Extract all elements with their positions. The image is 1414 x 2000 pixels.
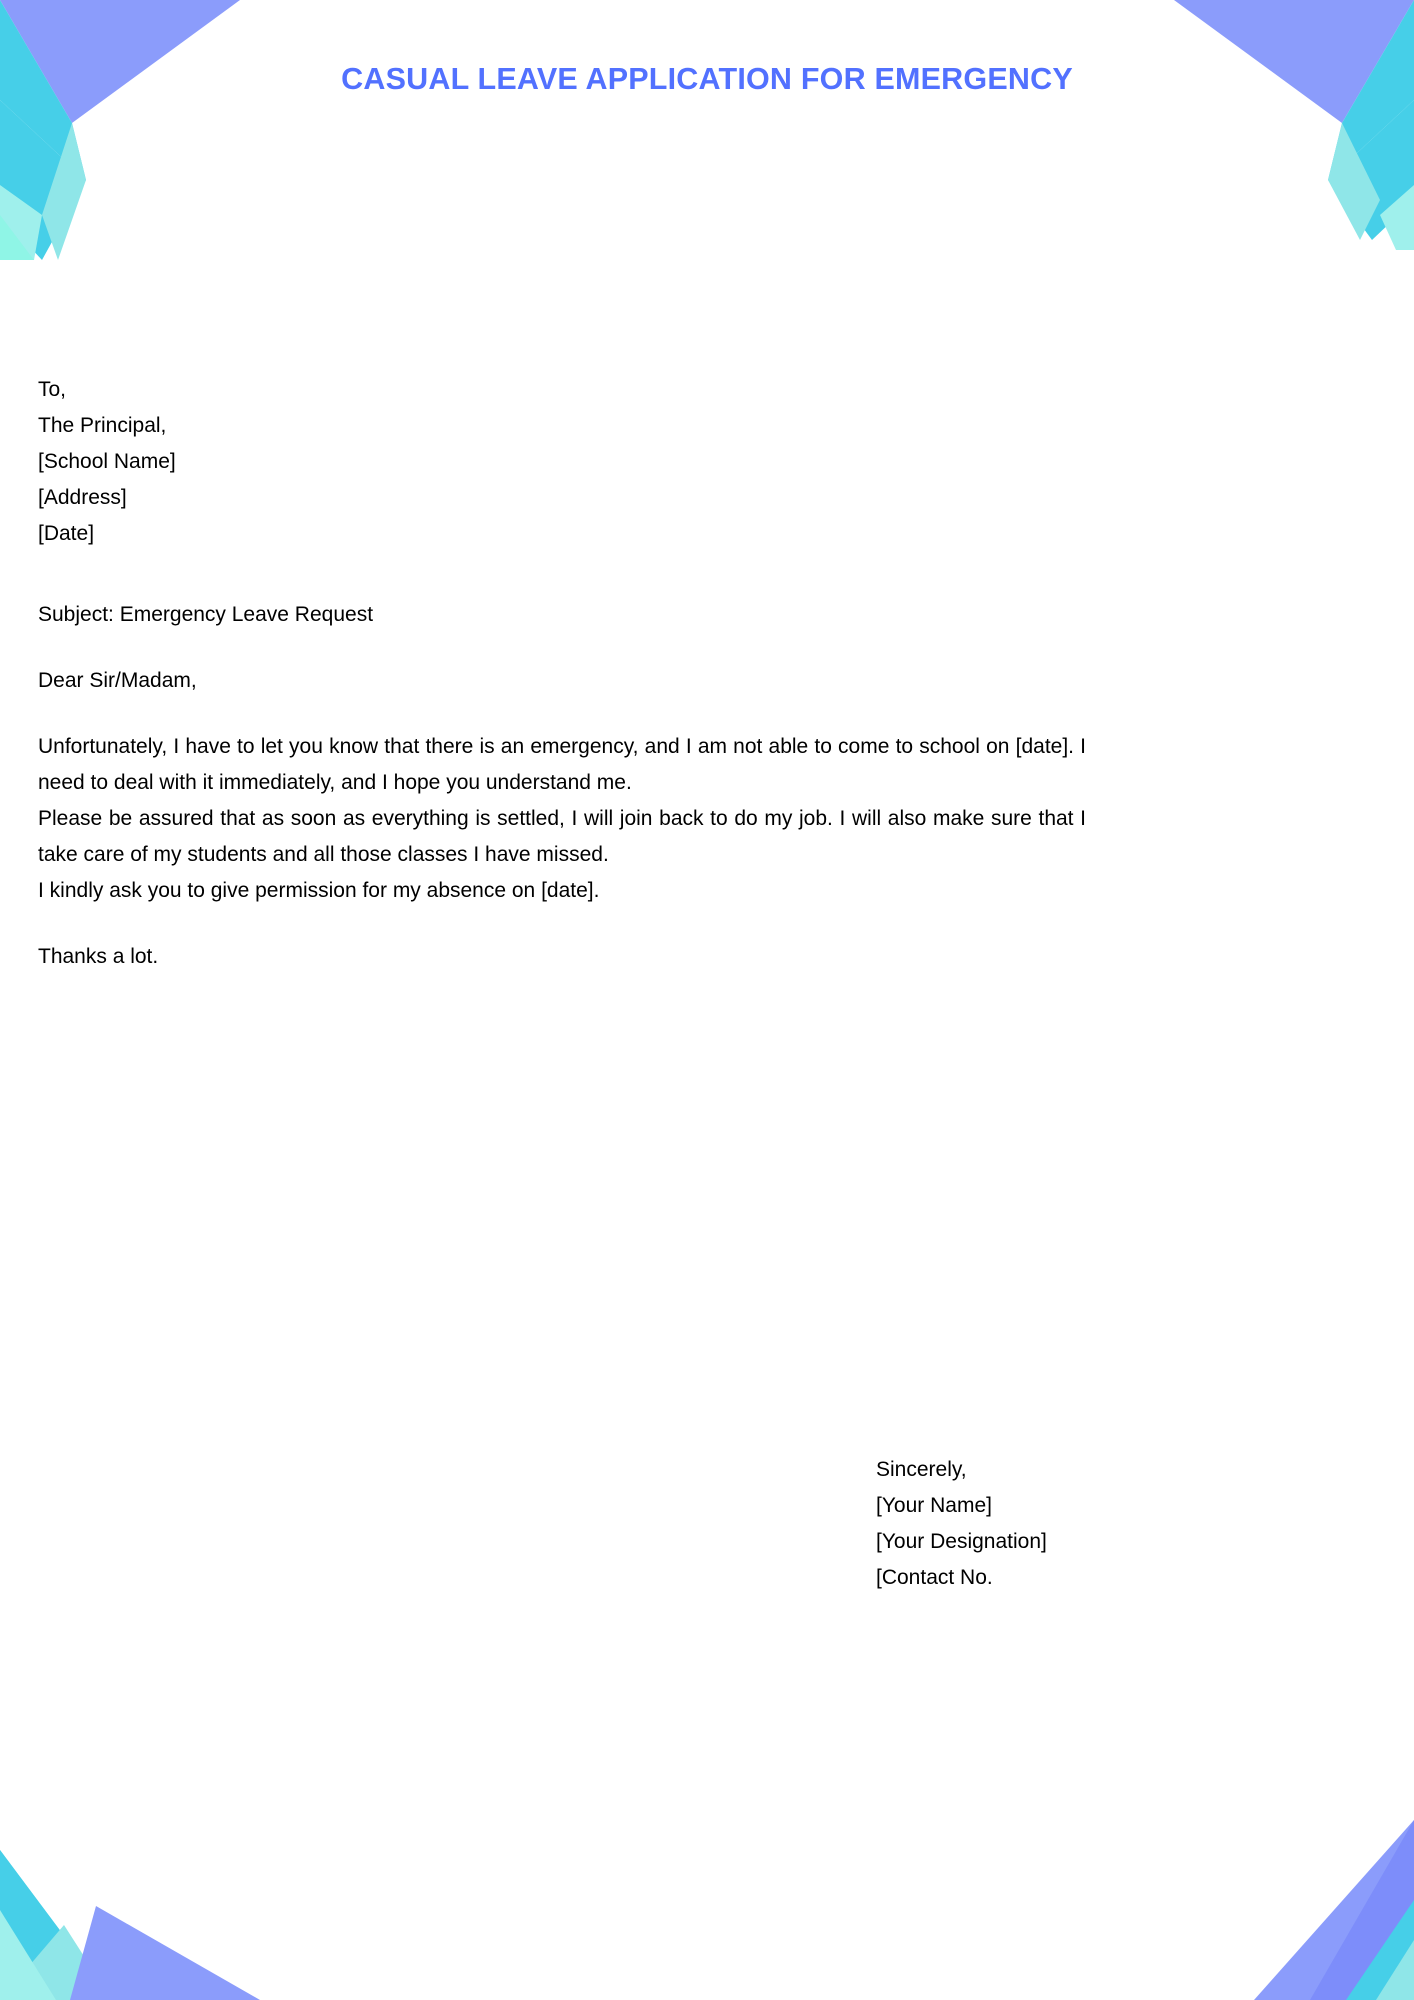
recipient-line-date: [Date] <box>38 522 95 546</box>
spacer-after-subject <box>38 633 1086 663</box>
recipient-line-to: To, <box>38 378 67 401</box>
spacer-before-closing <box>38 909 1086 939</box>
body-paragraph-3: I kindly ask you to give permission for my absence on [date]. <box>38 879 600 903</box>
recipient-line-address: [Address] <box>38 486 127 510</box>
letter-body <box>38 372 1086 975</box>
subject-line: Subject: Emergency Leave Request <box>38 602 374 626</box>
signature-contact-no: [Contact No. <box>876 1566 993 1590</box>
decor-corner-top-right <box>1174 0 1414 260</box>
recipient-block <box>38 372 1086 553</box>
spacer-after-salutation <box>38 699 1086 729</box>
body-paragraph-1: Unfortunately, I have to let you know that there is an emergency, and I am not able to come to school on [date]. I need to deal with it immediately, and I hope you understand me. <box>38 734 1086 794</box>
spacer-after-recipient <box>38 553 1086 597</box>
signature-your-name: [Your Name] <box>876 1494 992 1518</box>
decor-corner-top-left <box>0 0 240 260</box>
closing-thanks: Thanks a lot. <box>38 945 159 969</box>
recipient-line-school-name: [School Name] <box>38 450 176 474</box>
decor-corner-bottom-right <box>1114 1700 1414 2000</box>
recipient-line-principal: The Principal, <box>38 414 167 438</box>
signature-your-designation: [Your Designation] <box>876 1530 1047 1554</box>
decor-corner-bottom-left <box>0 1710 260 2000</box>
salutation-line: Dear Sir/Madam, <box>38 668 197 692</box>
body-paragraph-2: Please be assured that as soon as everything is settled, I will join back to do my job. I will also make sure that I take care of my students and all those classes I have missed. <box>38 806 1086 867</box>
signature-sincerely: Sincerely, <box>876 1458 967 1481</box>
signature-block <box>876 1452 1047 1596</box>
page-title: CASUAL LEAVE APPLICATION FOR EMERGENCY <box>341 62 1073 96</box>
